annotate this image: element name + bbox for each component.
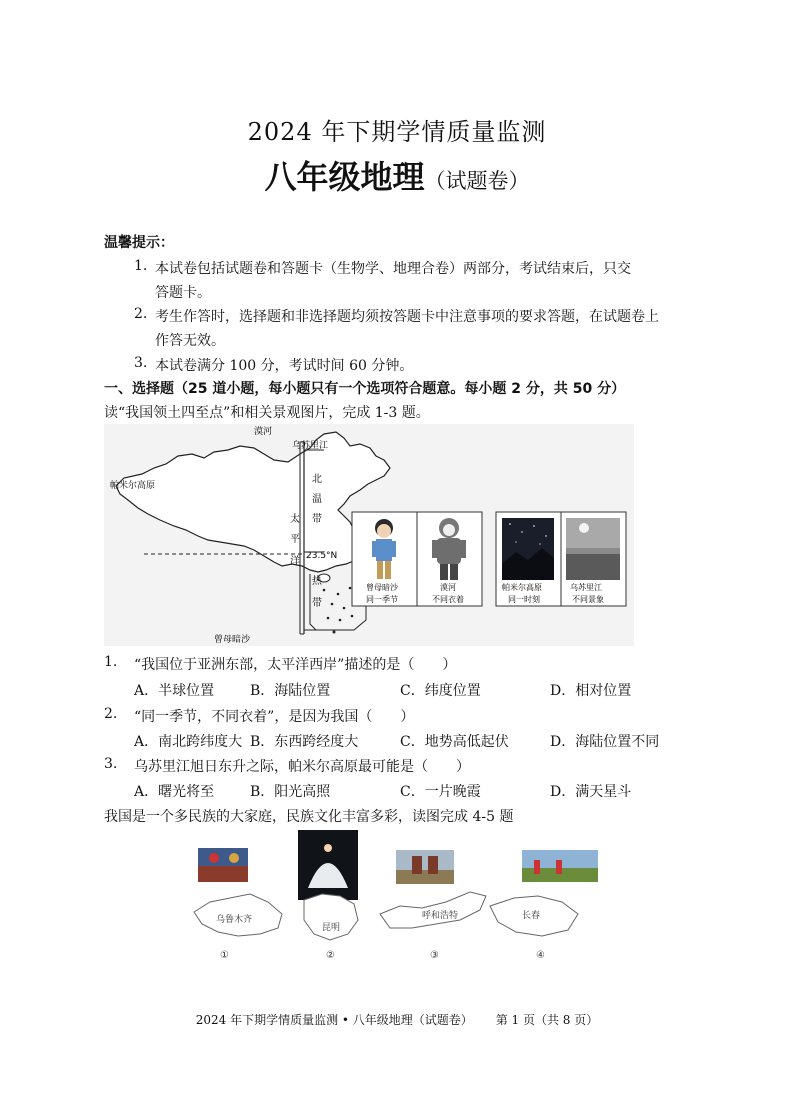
map-number-4: ④: [536, 950, 545, 961]
label-wusuli: 乌苏里江: [292, 441, 329, 451]
page-footer: [0, 1011, 794, 1028]
city-hohhot: 呼和浩特: [422, 911, 459, 921]
panel-caption-2: 不同衣着: [432, 595, 464, 604]
city-urumqi: 乌鲁木齐: [216, 915, 253, 925]
label-pacific-1: 太: [290, 514, 300, 525]
map-inner-mongolia: [380, 892, 486, 928]
section-1-title: 一、选择题（25 道小题，每小题只有一个选项符合题意。每小题 2 分，共 50 分）: [104, 381, 626, 397]
photo-yunnan-dance: [298, 830, 358, 900]
question-3-stem: 乌苏里江旭日东升之际，帕米尔高原最可能是（ ）: [134, 759, 470, 775]
tip-1-line1: 本试卷包括试题卷和答题卡（生物学、地理合卷）两部分，考试结束后，只交: [155, 261, 631, 277]
question-2-stem: “同一季节，不同衣着”，是因为我国（ ）: [134, 709, 415, 725]
question-3-num: 3.: [104, 756, 118, 772]
photo-xinjiang: [198, 848, 248, 882]
tip-1-line2: 答题卡。: [155, 285, 211, 301]
label-mohe: 漠河: [254, 427, 273, 437]
label-north-temp-1: 北: [312, 474, 322, 485]
label-pacific-3: 洋: [290, 556, 300, 567]
tip-3-line1: 本试卷满分 100 分，考试时间 60 分钟。: [155, 358, 414, 374]
question-2-num: 2.: [104, 706, 118, 722]
map-number-1: ①: [220, 950, 229, 961]
panel-label-mohe: 漠河: [440, 583, 456, 592]
panel-label-pamir: 帕米尔高原: [502, 583, 542, 592]
question-3-option-a: A．曙光将至: [134, 784, 215, 800]
question-1-option-c: C．纬度位置: [400, 683, 481, 699]
tip-2-line1: 考生作答时，选择题和非选择题均须按答题卡中注意事项的要求答题，在试题卷上: [155, 309, 659, 325]
photo-jilin: [522, 850, 598, 882]
footer-page-number: 第 1 页（共 8 页）: [495, 1013, 599, 1027]
subject-note: （试题卷）: [424, 169, 530, 193]
question-1-option-d: D．相对位置: [550, 683, 632, 699]
map-yunnan: [304, 894, 358, 940]
photo-mongolia-wrestling: [396, 850, 454, 884]
label-pamir: 帕米尔高原: [110, 481, 156, 491]
label-north-temp-2: 温: [312, 494, 322, 505]
label-tropic-2: 带: [312, 598, 322, 609]
question-3-option-c: C．一片晚霞: [400, 784, 481, 800]
question-1-option-b: B．海陆位置: [250, 683, 331, 699]
subject-name: 八年级地理: [264, 158, 425, 196]
question-1-option-a: A．半球位置: [134, 683, 215, 699]
footer-text: 2024 年下期学情质量监测 • 八年级地理（试题卷）: [195, 1013, 473, 1027]
china-extreme-points-figure: [104, 424, 634, 646]
exam-title: 2024 年下期学情质量监测: [247, 118, 547, 146]
map-number-2: ②: [326, 950, 335, 961]
section-2-intro: 我国是一个多民族的大家庭，民族文化丰富多彩，读图完成 4-5 题: [104, 809, 514, 825]
label-pacific-2: 平: [290, 534, 300, 545]
ethnic-culture-figure: [190, 828, 610, 964]
question-1-num: 1.: [104, 654, 118, 670]
tip-1-num: 1.: [134, 258, 148, 274]
section-1-intro: 读“我国领土四至点”和相关景观图片，完成 1-3 题。: [104, 405, 430, 421]
tip-2-num: 2.: [134, 306, 148, 322]
panel-label-wusuli: 乌苏里江: [570, 583, 602, 592]
label-tropic-1: 热: [312, 576, 322, 587]
panel-caption-3: 同一时刻: [508, 595, 540, 604]
panel-wusuli-image: [566, 518, 620, 580]
question-2-option-c: C．地势高低起伏: [400, 734, 509, 750]
label-zengmu: 曾母暗沙: [214, 635, 251, 645]
tip-2-line2: 作答无效。: [155, 333, 225, 349]
panel-pamir-image: [502, 518, 554, 580]
subject-title: [0, 152, 794, 198]
question-2-option-a: A．南北跨纬度大: [134, 734, 243, 750]
panel-caption-1: 同一季节: [366, 595, 398, 604]
tip-3-num: 3.: [134, 355, 148, 371]
panel-label-zengmu: 曾母暗沙: [366, 583, 398, 592]
question-3-option-b: B．阳光高照: [250, 784, 331, 800]
label-north-temp-3: 带: [312, 514, 322, 525]
panel-caption-4: 不同景象: [572, 595, 604, 604]
question-1-stem: “我国位于亚洲东部，太平洋西岸”描述的是（ ）: [134, 657, 457, 673]
question-2-option-d: D．海陆位置不同: [550, 734, 660, 750]
label-latitude: 23.5°N: [306, 551, 338, 561]
question-3-option-d: D．满天星斗: [550, 784, 632, 800]
city-changchun: 长春: [522, 911, 541, 921]
map-number-3: ③: [430, 950, 439, 961]
tips-heading: 温馨提示：: [104, 235, 174, 251]
question-2-option-b: B．东西跨经度大: [250, 734, 359, 750]
city-kunming: 昆明: [322, 923, 341, 933]
